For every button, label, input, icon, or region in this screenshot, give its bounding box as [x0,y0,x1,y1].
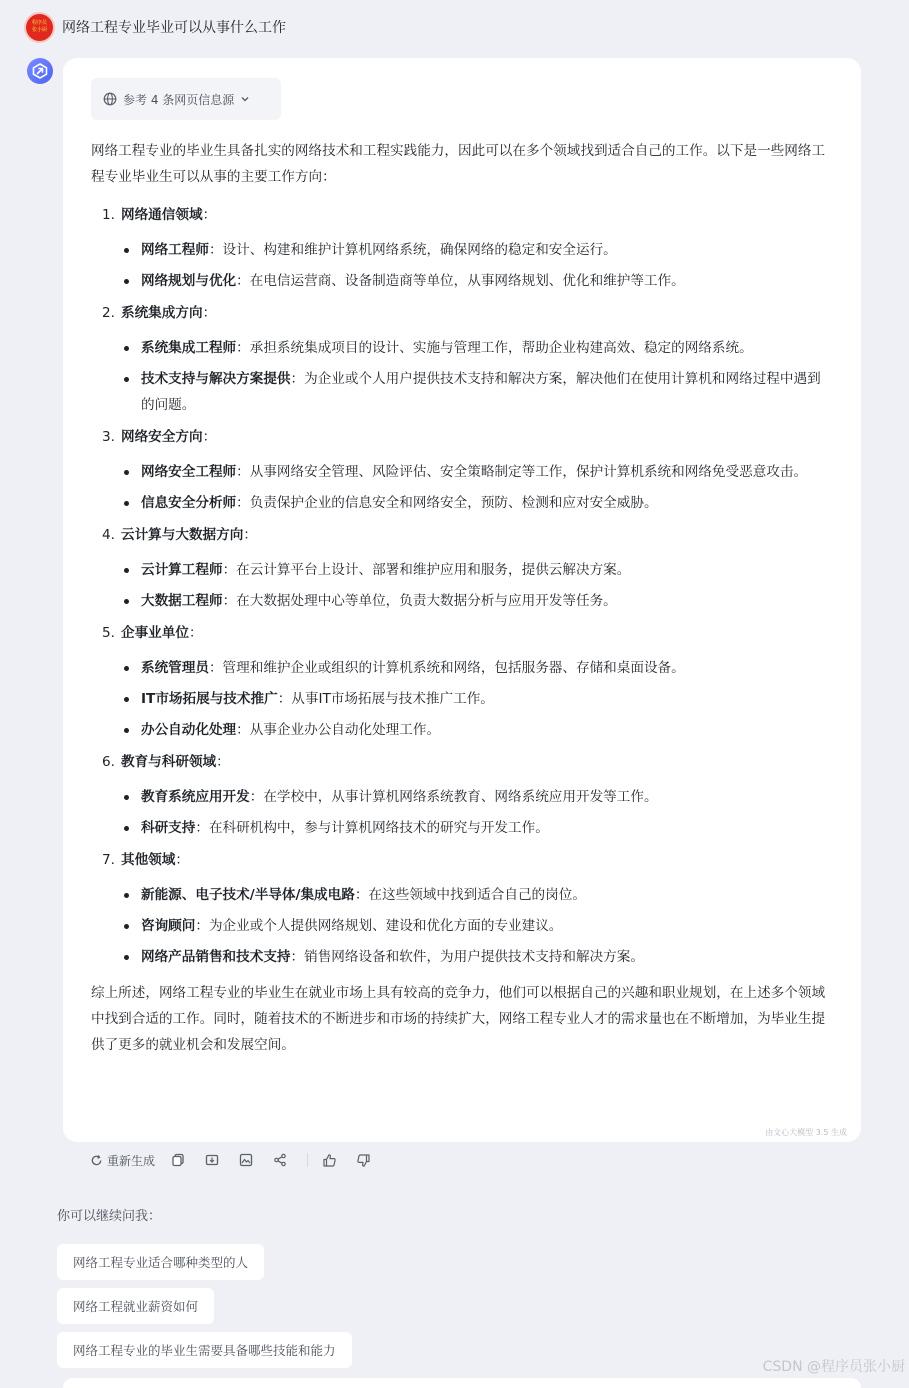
list-item [91,717,833,743]
bullet-dot [124,795,129,800]
item-description: ：为企业或个人提供网络规划、建设和优化方面的专业建议。 [195,918,563,934]
section-colon: ： [216,754,230,770]
item-description: ：从事网络安全管理、风险评估、安全策略制定等工作，保护计算机系统和网络免受恶意攻击。 [236,464,808,480]
bot-logo-icon [32,63,48,79]
section-colon: ： [175,852,189,868]
list-item [91,882,833,908]
suggestion-chip[interactable]: 网络工程就业薪资如何 [57,1288,214,1324]
image-button[interactable] [239,1150,273,1170]
section-number: 3. [102,429,115,445]
item-description: ：销售网络设备和软件，为用户提供技术支持和解决方案。 [290,949,644,965]
export-button[interactable] [205,1150,239,1170]
regenerate-label: 重新生成 [107,1153,156,1168]
section-heading [91,522,833,548]
bullet-dot [124,279,129,284]
list-item [91,815,833,841]
section-number: 6. [102,754,115,770]
item-term: 技术支持与解决方案提供 [141,371,291,387]
refresh-icon [90,1154,103,1167]
bullet-dot [124,377,129,382]
watermark: CSDN @程序员张小厨 [762,1359,905,1375]
share-icon [273,1153,287,1167]
item-term: 云计算工程师 [141,562,223,578]
item-term: 信息安全分析师 [141,495,237,511]
model-footnote: 由文心大模型 3.5 生成 [765,1128,847,1137]
section-bullet-list [91,459,833,516]
item-description: ：在电信运营商、设备制造商等单位，从事网络规划、优化和维护等工作。 [236,273,685,289]
section-title: 其他领域 [121,852,176,868]
section-title: 企事业单位 [121,625,189,641]
list-item [91,686,833,712]
answer-sections [91,202,833,970]
bullet-dot [124,955,129,960]
section-number: 2. [102,305,115,321]
item-term: 网络工程师 [141,242,209,258]
bullet-dot [124,924,129,929]
item-term: 新能源、电子技术/半导体/集成电路 [141,887,355,903]
section-heading [91,620,833,646]
thumbs-up-icon [322,1153,337,1168]
list-item [91,655,833,681]
suggestion-chip[interactable]: 网络工程专业的毕业生需要具备哪些技能和能力 [57,1332,352,1368]
item-description: ：从事IT市场拓展与技术推广工作。 [277,691,494,707]
bullet-dot [124,248,129,253]
item-term: 系统集成工程师 [141,340,237,356]
bullet-dot [124,346,129,351]
item-description: ：承担系统集成项目的设计、实施与管理工作，帮助企业构建高效、稳定的网络系统。 [236,340,753,356]
list-item [91,237,833,263]
item-description: ：在这些领域中找到适合自己的岗位。 [354,887,586,903]
item-term: 网络规划与优化 [141,273,237,289]
item-description: ：在云计算平台上设计、部署和维护应用和服务，提供云解决方案。 [222,562,631,578]
item-term: 办公自动化处理 [141,722,237,738]
like-button[interactable] [322,1150,356,1170]
bullet-dot [124,697,129,702]
next-card-edge [63,1378,861,1388]
bullet-dot [124,501,129,506]
folder-icon [205,1153,219,1167]
answer-action-bar [90,1150,390,1170]
copy-icon [171,1153,185,1167]
list-item [91,490,833,516]
section-number: 5. [102,625,115,641]
list-item [91,335,833,361]
share-button[interactable] [273,1150,307,1170]
list-item [91,913,833,939]
section-title: 系统集成方向 [121,305,203,321]
item-term: 大数据工程师 [141,593,223,609]
section-colon: ： [243,527,257,543]
answer-content [91,138,833,1058]
section-bullet-list [91,335,833,418]
item-description: ：在科研机构中，参与计算机网络技术的研究与开发工作。 [195,820,549,836]
item-description: ：为企业或个人用户提供技术支持和解决方案，解决他们在使用计算机和网络过程中遇到的问题。 [141,371,821,413]
item-description: ：管理和维护企业或组织的计算机系统和网络，包括服务器、存储和桌面设备。 [208,660,685,676]
user-avatar [26,14,53,41]
section-colon: ： [188,625,203,641]
list-item [91,557,833,583]
item-term: 系统管理员 [141,660,209,676]
conclusion-paragraph: 综上所述，网络工程专业的毕业生在就业市场上具有较高的竞争力，他们可以根据自己的兴趣和职业规划，在上述多个领域中找到合适的工作。同时，随着技术的不断进步和市场的持续扩大，网络工程专业人才的需求量也在不断增加，为毕业生提供了更多的就业机会和发展空间。 [91,985,826,1053]
bot-avatar [27,58,53,84]
continue-label: 你可以继续问我： [57,1209,162,1224]
avatar-text-line-1: 程序员 [31,20,47,26]
sources-toggle[interactable] [91,78,281,120]
suggestion-chip[interactable]: 网络工程专业适合哪种类型的人 [57,1244,264,1280]
copy-button[interactable] [171,1150,205,1170]
bullet-dot [124,599,129,604]
item-term: 科研支持 [141,820,196,836]
bullet-dot [124,826,129,831]
section-heading [91,202,833,228]
bullet-dot [124,568,129,573]
section-colon: ： [202,429,217,445]
item-description: ：在学校中，从事计算机网络系统教育、网络系统应用开发等工作。 [249,789,658,805]
item-description: ：设计、构建和维护计算机网络系统，确保网络的稳定和安全运行。 [208,242,617,258]
globe-icon [103,92,117,106]
list-item [91,366,833,418]
section-title: 网络安全方向 [121,429,203,445]
bullet-dot [124,728,129,733]
dislike-button[interactable] [356,1150,390,1170]
avatar-text-line-2: 张小厨 [31,27,47,33]
item-description: ：在大数据处理中心等单位，负责大数据分析与应用开发等任务。 [222,593,617,609]
section-bullet-list [91,237,833,294]
list-item [91,268,833,294]
item-term: 咨询顾问 [141,918,196,934]
regenerate-button[interactable] [90,1152,155,1169]
section-colon: ： [202,207,217,223]
image-icon [239,1153,253,1167]
chevron-down-icon [240,94,250,104]
user-message-row [26,12,286,42]
section-bullet-list [91,882,833,970]
item-description: ：从事企业办公自动化处理工作。 [236,722,441,738]
section-heading [91,424,833,450]
list-item [91,944,833,970]
section-number: 4. [102,527,115,543]
item-term: 教育系统应用开发 [141,789,250,805]
section-bullet-list [91,557,833,614]
bullet-dot [124,470,129,475]
intro-paragraph: 网络工程专业的毕业生具备扎实的网络技术和工程实践能力，因此可以在多个领域找到适合自己的工作。以下是一些网络工程专业毕业生可以从事的主要工作方向： [91,143,826,185]
section-bullet-list [91,784,833,841]
section-number: 7. [102,852,115,868]
thumbs-down-icon [356,1153,371,1168]
item-term: 网络产品销售和技术支持 [141,949,291,965]
bullet-dot [124,893,129,898]
action-divider [307,1153,308,1167]
answer-card [63,58,861,1142]
bullet-dot [124,666,129,671]
user-question: 网络工程专业毕业可以从事什么工作 [62,20,286,36]
sources-label: 参考 4 条网页信息源 [123,92,235,107]
item-term: IT市场拓展与技术推广 [141,691,278,707]
list-item [91,784,833,810]
section-heading [91,847,833,873]
section-title: 教育与科研领域 [121,754,217,770]
section-heading [91,300,833,326]
section-title: 云计算与大数据方向 [121,527,244,543]
item-term: 网络安全工程师 [141,464,237,480]
section-title: 网络通信领域 [121,207,203,223]
section-heading [91,749,833,775]
item-description: ：负责保护企业的信息安全和网络安全，预防、检测和应对安全威胁。 [236,495,658,511]
list-item [91,459,833,485]
list-item [91,588,833,614]
section-bullet-list [91,655,833,743]
section-colon: ： [202,305,217,321]
section-number: 1. [102,207,115,223]
